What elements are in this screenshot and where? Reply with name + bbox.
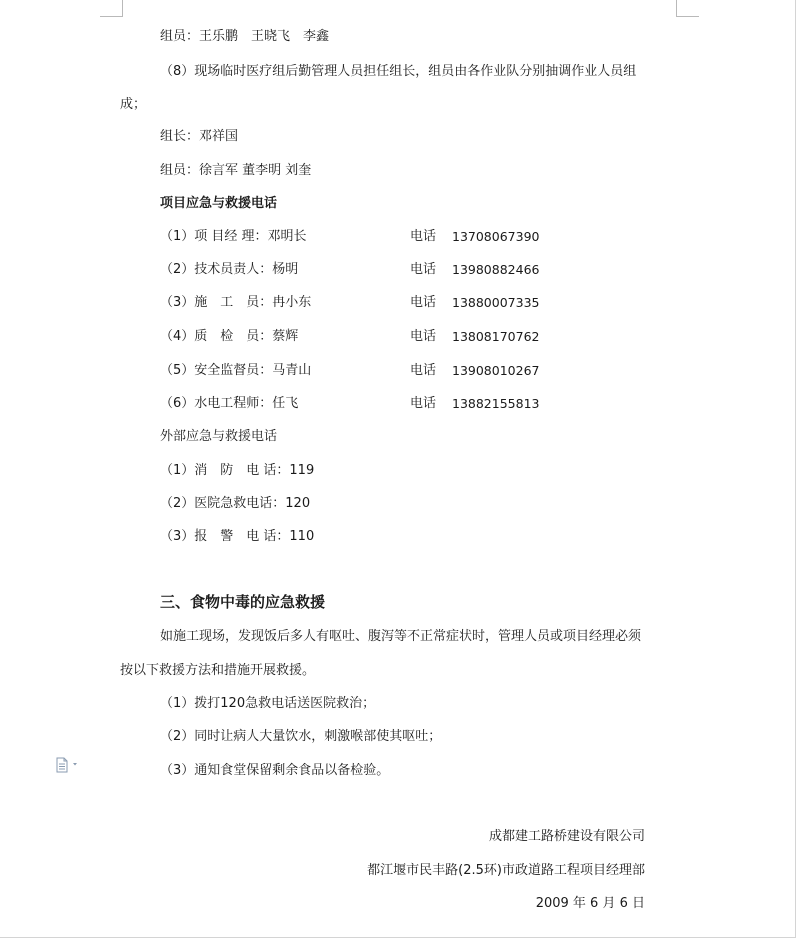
section-heading: 三、食物中毒的应急救援 [160,593,326,611]
document-icon [55,757,79,773]
group-leader-line: 组长：邓祥国 [160,129,239,144]
contact-tel: 13808170762 [452,329,540,344]
contact-role: （6）水电工程师：任飞 [160,396,299,411]
department-name: 都江堰市民丰路(2.5环)市政道路工程项目经理部 [367,863,645,878]
contact-tel: 13882155813 [452,396,540,411]
contact-role: （2）技术员责人：杨明 [160,262,299,277]
paragraph-options-button[interactable] [55,757,79,773]
group-members-line: 组员：王乐鹏 王晓飞 李鑫 [160,29,330,44]
contact-tel-label: 电话 [410,396,437,411]
group-members-line-2: 组员：徐言军 董李明 刘奎 [160,163,312,178]
external-contact: （3）报 警 电 话：110 [160,529,315,544]
crop-mark-top-left [100,0,123,17]
section-paragraph-cont: 按以下救援方法和措施开展救援。 [120,663,316,678]
contact-tel: 13880007335 [452,295,540,310]
external-emergency-title: 外部应急与救援电话 [160,429,278,444]
contact-tel-label: 电话 [410,295,437,310]
section-paragraph: 如施工现场，发现饭后多人有呕吐、腹泻等不正常症状时，管理人员或项目经理必须 [160,629,642,644]
contact-tel: 13980882466 [452,262,540,277]
contact-role: （5）安全监督员：马青山 [160,363,312,378]
contact-role: （4）质 检 员：蔡辉 [160,329,299,344]
contact-role: （1）项 目经 理：邓明长 [160,229,307,244]
medical-group-line-cont: 成； [120,97,147,112]
external-contact: （2）医院急救电话：120 [160,496,311,511]
contact-tel: 13908010267 [452,363,540,378]
signature-date: 2009 年 6 月 6 日 [535,896,645,911]
project-emergency-title: 项目应急与救援电话 [160,196,278,211]
contact-tel-label: 电话 [410,229,437,244]
step-item: （2）同时让病人大量饮水，刺激喉部使其呕吐； [160,729,442,744]
chevron-down-icon [73,763,77,766]
contact-tel: 13708067390 [452,229,540,244]
step-item: （1）拨打120急救电话送医院救治； [160,696,376,711]
medical-group-line: （8）现场临时医疗组后勤管理人员担任组长，组员由各作业队分别抽调作业人员组 [160,64,637,79]
contact-tel-label: 电话 [410,363,437,378]
step-item: （3）通知食堂保留剩余食品以备检验。 [160,763,390,778]
contact-tel-label: 电话 [410,329,437,344]
contact-role: （3）施 工 员：冉小东 [160,295,312,310]
company-name: 成都建工路桥建设有限公司 [488,829,645,844]
contact-tel-label: 电话 [410,262,437,277]
crop-mark-top-right [676,0,699,17]
external-contact: （1）消 防 电 话：119 [160,463,315,478]
